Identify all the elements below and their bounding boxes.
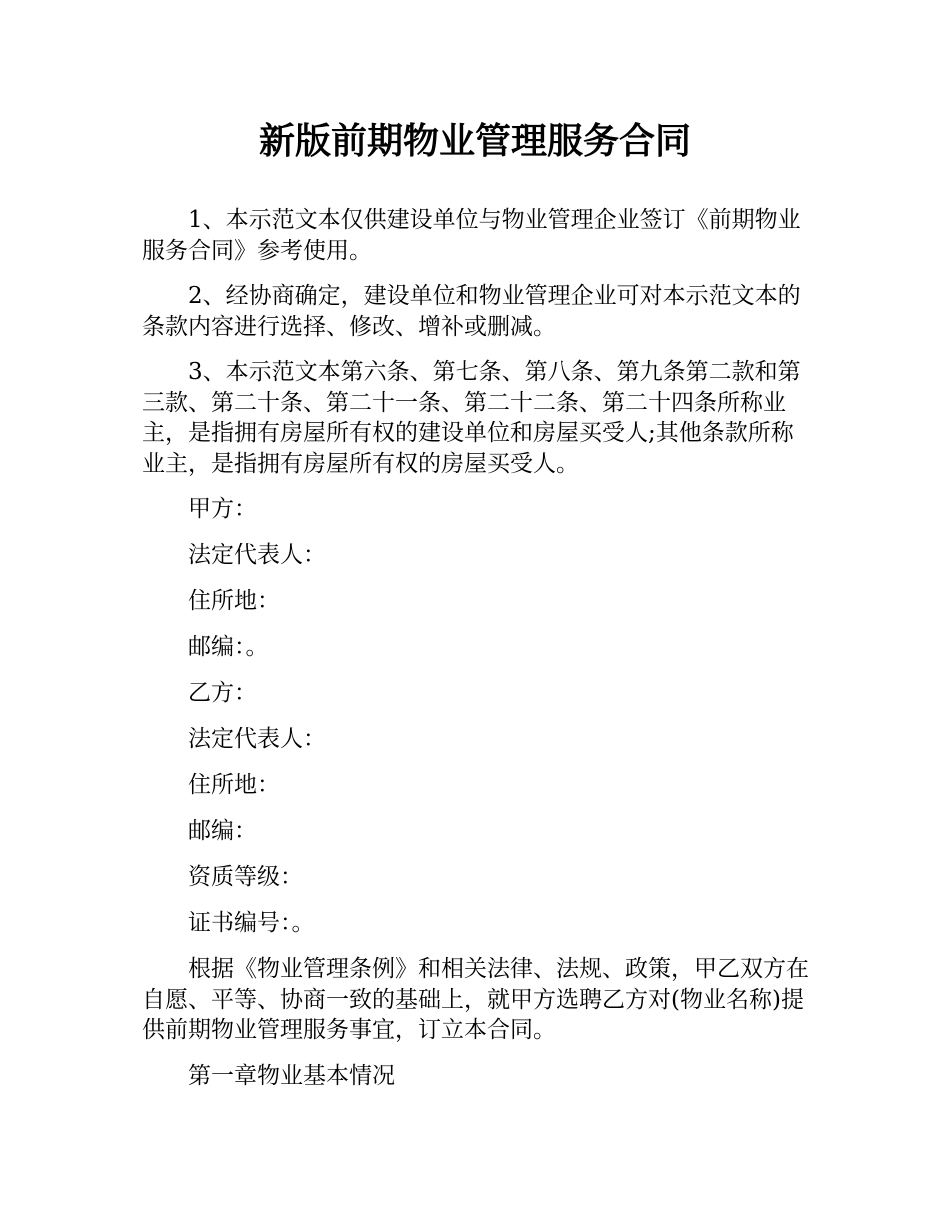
party-a-legal-rep: 法定代表人： xyxy=(188,542,326,568)
document-body xyxy=(142,205,810,1107)
preamble-paragraph: 根据《物业管理条例》和相关法律、法规、政策，甲乙双方在自愿、平等、协商一致的基础上，就甲方选聘乙方对(物业名称)提供前期物业管理服务事宜，订立本合同。 xyxy=(142,956,809,1043)
party-b-label: 乙方： xyxy=(188,680,257,706)
party-b-legal-rep: 法定代表人： xyxy=(188,726,326,752)
document-title: 新版前期物业管理服务合同 xyxy=(258,121,691,162)
note-3: 3、本示范文本第六条、第七条、第八条、第九条第二款和第三款、第二十条、第二十一条、第二十二条、第二十四条所称业主，是指拥有房屋所有权的建设单位和房屋买受人;其他条款所称业主，是指拥有房屋所有权的房屋买受人。 xyxy=(142,359,801,477)
chapter-1-heading: 第一章物业基本情况 xyxy=(188,1062,395,1089)
note-2: 2、经协商确定，建设单位和物业管理企业可对本示范文本的条款内容进行选择、修改、增补或删减。 xyxy=(142,283,801,340)
note-1: 1、本示范文本仅供建设单位与物业管理企业签订《前期物业服务合同》参考使用。 xyxy=(142,207,801,264)
party-b-postcode: 邮编： xyxy=(188,818,257,844)
party-b-qualification: 资质等级： xyxy=(188,864,303,890)
party-a-postcode: 邮编：。 xyxy=(188,634,269,660)
party-b-certificate: 证书编号：。 xyxy=(188,910,315,936)
party-b-address: 住所地： xyxy=(188,772,280,798)
party-a-label: 甲方： xyxy=(188,496,257,522)
party-a-address: 住所地： xyxy=(188,588,280,614)
